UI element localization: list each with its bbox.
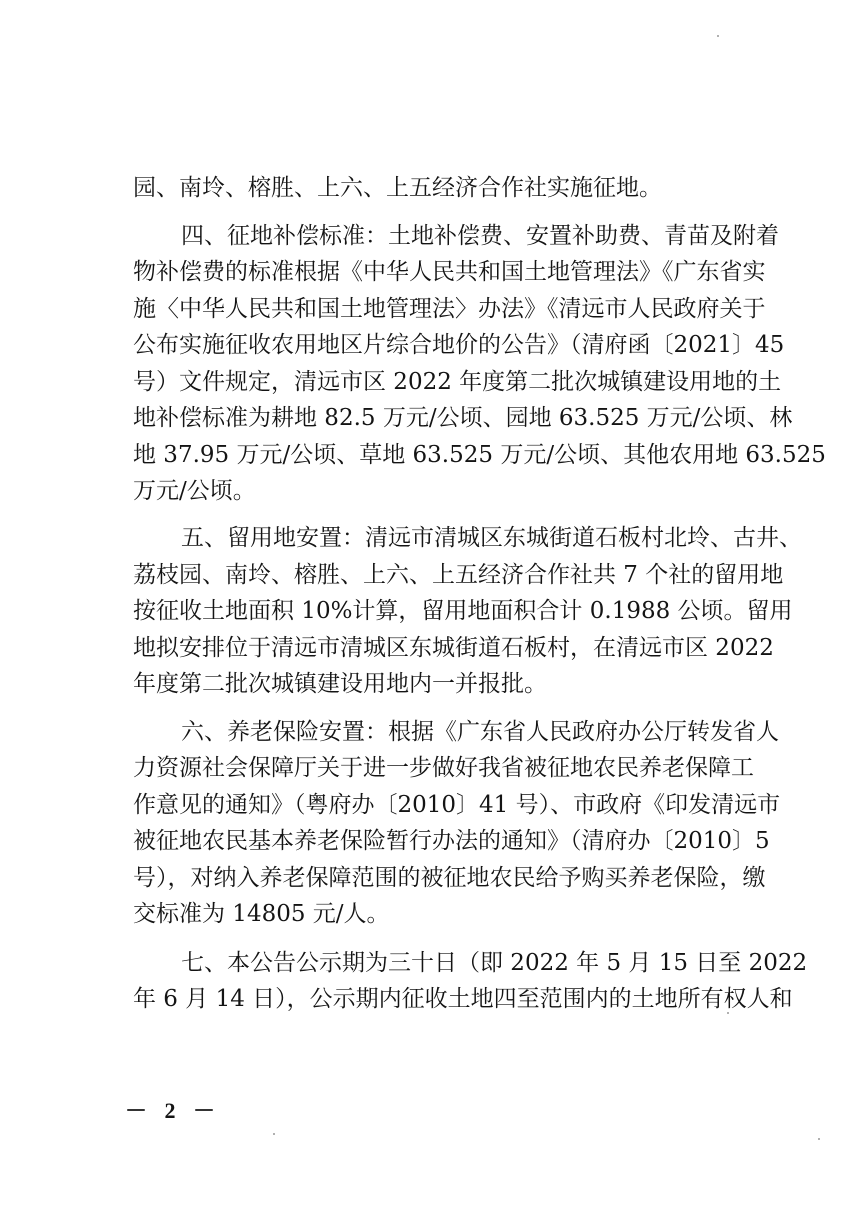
- text-line: 荔枝园、南坽、榕胜、上六、上五经济合作社共 7 个社的留用地: [133, 562, 784, 588]
- text-line: 作意见的通知》（粤府办〔2010〕41 号）、市政府《印发清远市: [133, 792, 781, 818]
- text-line: 物补偿费的标准根据《中华人民共和国土地管理法》《广东省实: [133, 259, 766, 285]
- scan-speck: [273, 1133, 275, 1135]
- text-line: 被征地农民基本养老保险暂行办法的通知》（清府办〔2010〕5: [133, 828, 770, 854]
- scan-speck: [818, 1138, 820, 1140]
- page-number: － 2 －: [125, 1098, 222, 1123]
- text-line: 地补偿标准为耕地 82.5 万元/公顷、园地 63.525 万元/公顷、林: [133, 405, 793, 431]
- text-line: 年 6 月 14 日），公示期内征收土地四至范围内的土地所有权人和: [133, 986, 793, 1012]
- text-line: 五、留用地安置：清远市清城区东城街道石板村北坽、古井、: [181, 525, 802, 551]
- text-line: 地拟安排位于清远市清城区东城街道石板村，在清远市区 2022: [133, 635, 774, 661]
- scan-speck: [727, 1012, 729, 1014]
- text-line: 交标准为 14805 元/人。: [133, 901, 390, 927]
- text-line: 公布实施征收农用地区片综合地价的公告》（清府函〔2021〕45: [133, 332, 785, 358]
- text-line: 力资源社会保障厅关于进一步做好我省被征地农民养老保障工: [133, 755, 754, 781]
- text-line: 七、本公告公示期为三十日（即 2022 年 5 月 15 日至 2022: [181, 950, 808, 976]
- text-line: 万元/公顷。: [133, 478, 256, 504]
- text-line: 施〈中华人民共和国土地管理法〉办法》《清远市人民政府关于: [133, 296, 766, 322]
- text-line: 地 37.95 万元/公顷、草地 63.525 万元/公顷、其他农用地 63.525: [133, 442, 826, 468]
- text-line: 号），对纳入养老保障范围的被征地农民给予购买养老保险，缴: [133, 865, 766, 891]
- text-line: 六、养老保险安置：根据《广东省人民政府办公厅转发省人: [181, 719, 779, 745]
- text-line: 按征收土地面积 10%计算，留用地面积合计 0.1988 公顷。留用: [133, 598, 793, 624]
- scan-speck: [717, 35, 719, 37]
- text-line: 四、征地补偿标准：土地补偿费、安置补助费、青苗及附着: [181, 223, 779, 249]
- text-line: 园、南坽、榕胜、上六、上五经济合作社实施征地。: [133, 175, 662, 201]
- text-line: 号）文件规定，清远市区 2022 年度第二批次城镇建设用地的土: [133, 369, 782, 395]
- text-line: 年度第二批次城镇建设用地内一并报批。: [133, 671, 547, 697]
